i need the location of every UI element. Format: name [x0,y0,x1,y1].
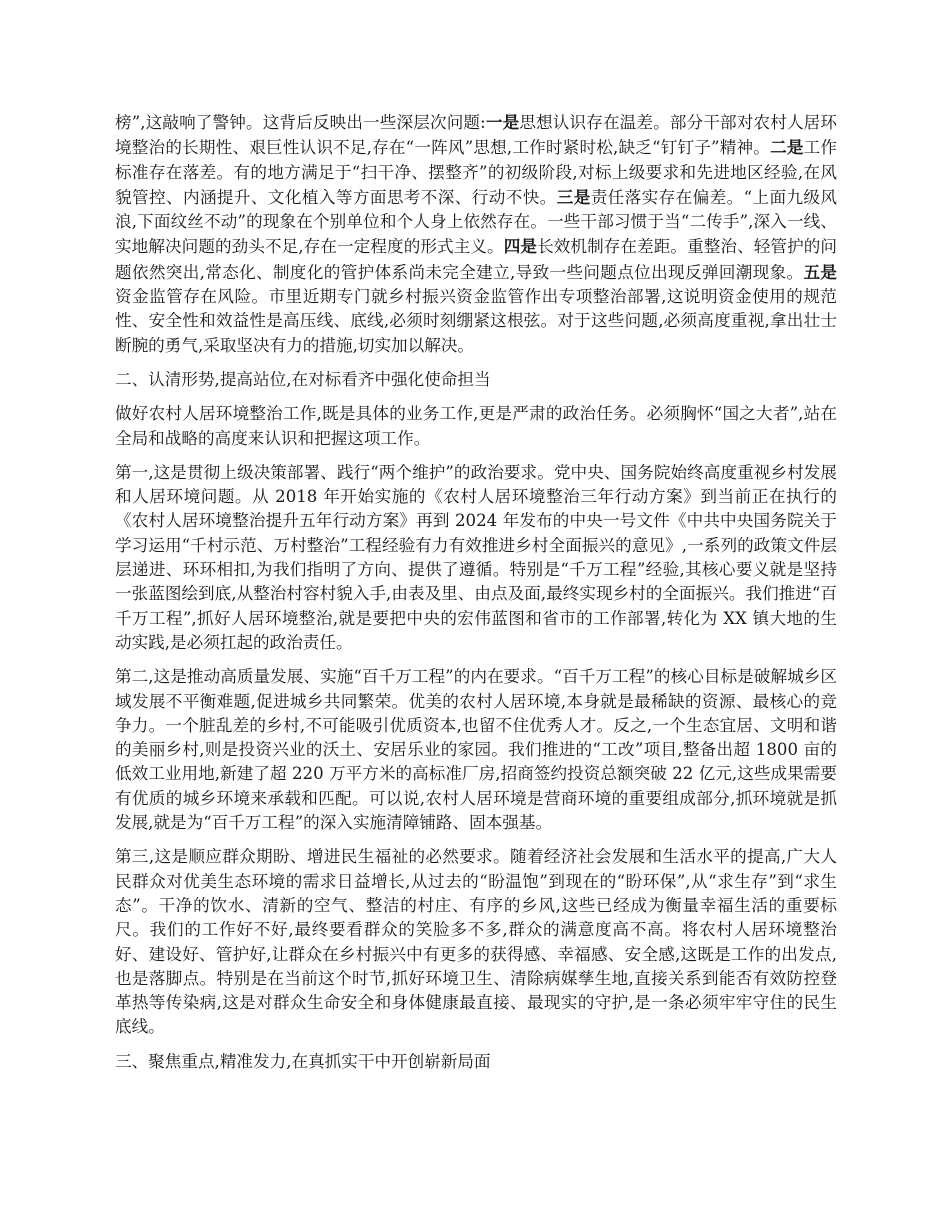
paragraph-text: 资金监管存在风险。市里近期专门就乡村振兴资金监管作出专项整治部署,这说明资金使用的规范性、安全性和效益性是高压线、底线,必须时刻绷紧这根弦。对于这些问题,必须高度重视,拿出壮士断腕的勇气,采取坚决有力的措施,切实加以解决。 [115,287,837,355]
body-paragraph [115,402,837,451]
body-paragraph [115,461,837,655]
paragraph-text: 第一,这是贯彻上级决策部署、践行“两个维护”的政治要求。党中央、国务院始终高度重视乡村发展和人居环境问题。从 2018 年开始实施的《农村人居环境整治三年行动方案》到当前正在执行的《农村人居环境整治提升五年行动方案》再到 2024 年发布的中央一号文件《中共中央国务院关于学习运用“千村示范、万村整治”工程经验有力有效推进乡村全面振兴的意见》,一系列的政策文件层层递进、环环相扣,为我们指明了方向、提供了遵循。特别是“千万工程”经验,其核心要义就是坚持一张蓝图绘到底,从整治村容村貌入手,由表及里、由点及面,最终实现乡村的全面振兴。我们推进“百千万工程”,抓好人居环境整治,就是要把中央的宏伟蓝图和省市的工作部署,转化为 XX 镇大地的生动实践,是必须扛起的政治责任。 [115,462,837,652]
paragraph-text: 做好农村人居环境整治工作,既是具体的业务工作,更是严肃的政治任务。必须胸怀“国之大者”,站在全局和战略的高度来认识和把握这项工作。 [115,404,837,448]
emphasis-text: 四是 [503,236,538,257]
emphasis-text: 一是 [485,112,520,132]
section-heading [115,368,837,392]
emphasis-text: 五是 [803,261,838,282]
paragraph-text: 工作标准存在落差。有的地方满足于“扫干净、摆整齐”的初级阶段,对标上级要求和先进地区经验,在风貌管控、内涵提升、文化植入等方面思考不深、行动不快。 [115,138,837,207]
paragraph-text: 第三,这是顺应群众期盼、增进民生福祉的必然要求。随着经济社会发展和生活水平的提高,广大人民群众对优美生态环境的需求日益增长,从过去的“盼温饱”到现在的“盼环保”,从“求生存”到“求生态”。干净的饮水、清新的空气、整洁的村庄、有序的乡风,这些已经成为衡量幸福生活的重要标尺。我们的工作好不好,最终要看群众的笑脸多不多,群众的满意度高不高。将农村人居环境整治好、建设好、管护好,让群众在乡村振兴中有更多的获得感、幸福感、安全感,这既是工作的出发点,也是落脚点。特别是在当前这个时节,抓好环境卫生、清除病媒孳生地,直接关系到能否有效防控登革热等传染病,这是对群众生命安全和身体健康最直接、最现实的守护,是一条必须牢牢守住的民生底线。 [115,847,837,1037]
body-paragraph [115,845,837,1039]
body-paragraph [115,110,837,358]
emphasis-text: 二是 [770,137,804,158]
paragraph-text: 责任落实存在偏差。“上面九级风浪,下面纹丝不动”的现象在个别单位和个人身上依然存在。一些干部习惯于当“二传手”,深入一线、实地解决问题的劲头不足,存在一定程度的形式主义。 [115,187,838,257]
section-heading [115,1050,837,1074]
paragraph-text: 三、聚焦重点,精准发力,在真抓实干中开创崭新局面 [115,1051,491,1071]
paragraph-text: 榜”,这敲响了警钟。这背后反映出一些深层次问题: [115,113,486,132]
paragraph-text: 第二,这是推动高质量发展、实施“百千万工程”的内在要求。“百千万工程”的核心目标是破解城乡区域发展不平衡难题,促进城乡共同繁荣。优美的农村人居环境,本身就是最稀缺的资源、最核心的竞争力。一个脏乱差的乡村,不可能吸引优质资本,也留不住优秀人才。反之,一个生态宜居、文明和谐的美丽乡村,则是投资兴业的沃土、安居乐业的家园。我们推进的“工改”项目,整备出超 1800 亩的低效工业用地,新建了超 220 万平方米的高标准厂房,招商签约投资总额突破 22 亿元,这些成果需要有优质的城乡环境来承载和匹配。可以说,农村人居环境是营商环境的重要组成部分,抓环境就是抓发展,就是为“百千万工程”的深入实施清障铺路、固本强基。 [115,667,837,833]
body-paragraph [115,665,837,835]
document-page [115,110,837,1074]
paragraph-text: 二、认清形势,提高站位,在对标看齐中强化使命担当 [115,369,491,389]
paragraph-text: 思想认识存在温差。部分干部对农村人居环境整治的长期性、艰巨性认识不足,存在“一阵风”思想,工作时紧时松,缺乏“钉钉子”精神。 [115,113,837,158]
paragraph-text: 长效机制存在差距。重整治、轻管护的问题依然突出,常态化、制度化的管护体系尚未完全建立,导致一些问题点位出现反弹回潮现象。 [115,237,838,282]
emphasis-text: 三是 [556,186,591,207]
